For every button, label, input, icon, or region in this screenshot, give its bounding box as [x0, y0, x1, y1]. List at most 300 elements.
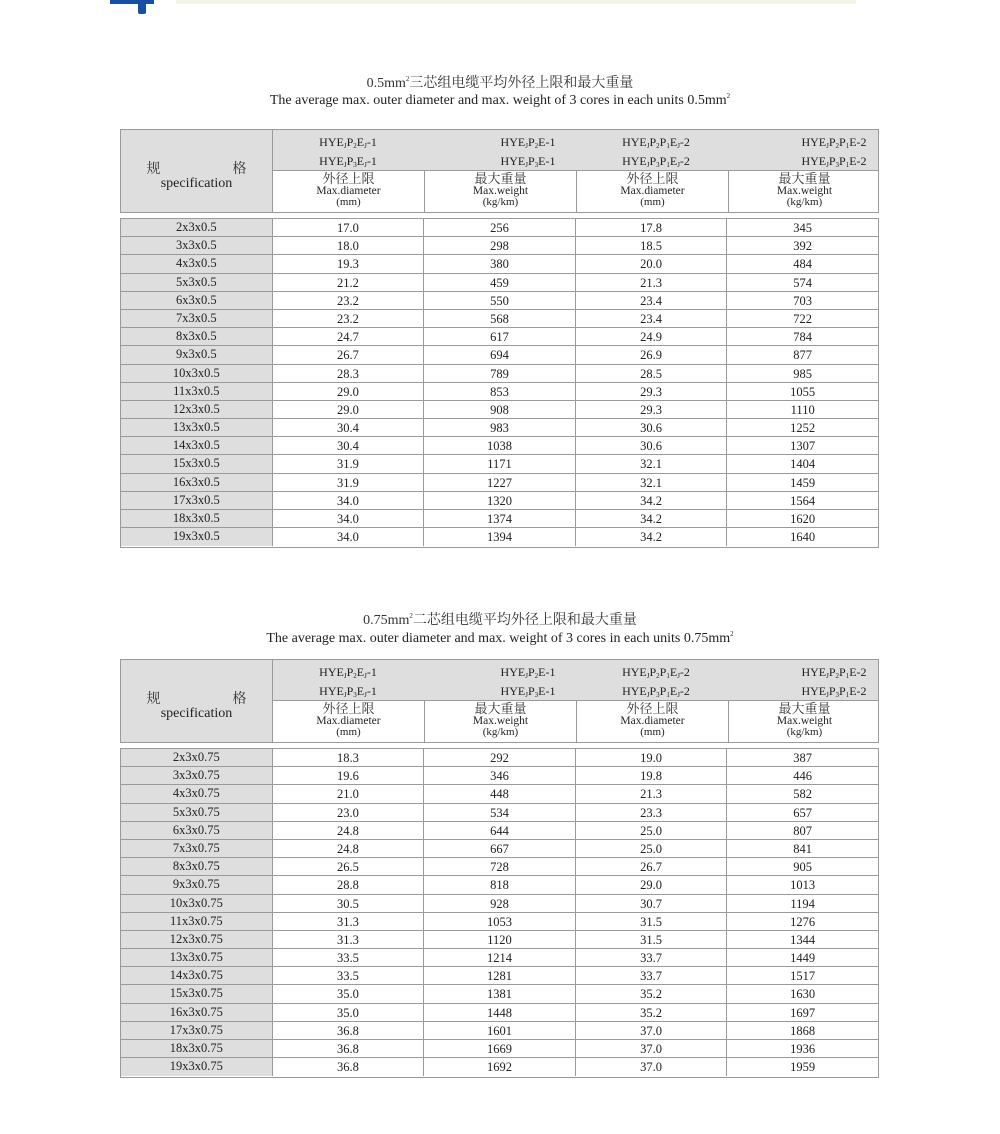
model-subscript: 1: [666, 672, 670, 680]
spec-cell: 17x3x0.5: [121, 492, 273, 509]
model-text: HYE: [622, 665, 647, 679]
value-cell: 983: [424, 419, 576, 436]
table-row: [121, 858, 878, 876]
value-cell: 21.3: [576, 785, 728, 802]
model-name-cell: [581, 665, 731, 703]
model-text: E: [669, 665, 678, 679]
table-row: [121, 401, 878, 419]
column-header: [273, 171, 425, 212]
model-text: P: [527, 684, 535, 698]
top-decorative-line: [176, 0, 856, 4]
table-header: [120, 129, 879, 213]
model-subscript: 2: [534, 142, 539, 150]
value-cell: 17.0: [273, 219, 425, 236]
value-cell: 31.3: [273, 913, 425, 930]
value-cell: 1936: [790, 1042, 816, 1056]
table-row: [121, 1040, 878, 1058]
value-cell: 392: [793, 239, 813, 254]
model-text: P: [839, 154, 846, 168]
table-row: [121, 949, 878, 967]
model-text: E-1: [538, 665, 556, 679]
spec-cell: 6x3x0.5: [121, 292, 273, 309]
column-header-unit: (kg/km): [482, 726, 519, 738]
model-text: P: [659, 684, 667, 698]
spec-header-cell: [121, 130, 273, 212]
model-subscript: J: [677, 142, 680, 150]
value-cell: 37.0: [576, 1022, 728, 1039]
model-line-1: [581, 135, 731, 154]
column-header-unit: (kg/km): [482, 196, 519, 208]
title-en-text: The average max. outer diameter and max. weight of 3 cores in each units 0.5mm: [269, 93, 727, 108]
value-cell: 28.5: [576, 365, 728, 382]
column-header: [729, 701, 880, 742]
table-row: [121, 1022, 878, 1040]
table-row: [121, 365, 878, 383]
model-text: -2: [679, 684, 690, 698]
model-text: -1: [366, 684, 377, 698]
table-body: [120, 218, 879, 548]
value-cell: 26.7: [576, 858, 728, 875]
value-cell: 21.0: [273, 785, 425, 802]
value-cell: 694: [424, 346, 576, 363]
table-row: [121, 749, 878, 767]
model-text: HYE: [801, 135, 827, 149]
value-cell: 1959: [790, 1060, 816, 1075]
value-cell: 657: [793, 805, 813, 820]
column-header-unit: (mm): [336, 196, 361, 208]
spec-cell: 9x3x0.75: [121, 876, 273, 893]
spec-cell: 4x3x0.5: [121, 255, 273, 272]
value-cell: 928: [424, 895, 576, 912]
value-cell: 33.7: [576, 967, 728, 984]
value-cell: 292: [424, 749, 576, 766]
table-title-cn: [120, 72, 880, 92]
model-subscript: J: [677, 161, 680, 169]
model-text: P: [346, 665, 354, 679]
spec-cell: 9x3x0.5: [121, 346, 273, 363]
value-cell: 1038: [424, 437, 576, 454]
value-cell: 1214: [424, 949, 576, 966]
model-text: HYE: [801, 665, 827, 679]
table-row: [121, 383, 878, 401]
value-cell: 19.0: [576, 749, 728, 766]
model-subscript: J: [343, 142, 347, 150]
value-cell: 387: [793, 751, 813, 765]
spec-cell: 15x3x0.5: [121, 455, 273, 472]
model-text: -2: [679, 665, 690, 679]
table-title-en: [120, 630, 880, 647]
superscript: 2: [730, 630, 734, 638]
model-text: P: [649, 154, 657, 168]
table-row: [121, 292, 878, 310]
model-text: P: [828, 154, 836, 168]
model-subscript: J: [525, 691, 528, 699]
value-cell: 30.4: [273, 419, 425, 436]
value-cell: 1630: [790, 987, 816, 1002]
spec-cell: 2x3x0.5: [121, 219, 273, 236]
model-line-1: [759, 665, 909, 684]
table-row: [121, 455, 878, 473]
value-cell: 1276: [790, 914, 816, 929]
title-cn-size: 0.75mm: [363, 613, 410, 628]
value-cell: 1252: [790, 421, 816, 436]
value-cell: 1053: [424, 913, 576, 930]
spec-cell: 13x3x0.5: [121, 419, 273, 436]
spec-char-1: 规: [146, 692, 161, 707]
model-subscript: J: [646, 672, 650, 680]
superscript: 2: [409, 612, 413, 620]
column-header-en: Max.diameter: [620, 185, 685, 197]
column-header-cn: 最大重量: [474, 701, 527, 716]
value-cell: 1171: [424, 455, 576, 472]
value-cell: 23.0: [273, 804, 425, 821]
table-row: [121, 255, 878, 273]
model-subscript: 3: [353, 691, 357, 699]
model-text: P: [659, 665, 667, 679]
column-header-en: Max.weight: [776, 185, 833, 197]
table-row: [121, 804, 878, 822]
value-cell: 459: [424, 274, 576, 291]
value-cell: 703: [793, 293, 813, 308]
model-text: P: [839, 135, 846, 149]
value-cell: 30.5: [273, 895, 425, 912]
value-cell: 37.0: [576, 1040, 728, 1057]
table-row: [121, 1058, 878, 1076]
model-subscript: 1: [845, 691, 850, 699]
spec-cell: 19x3x0.75: [121, 1058, 273, 1076]
table-row: [121, 985, 878, 1003]
model-text: E-2: [849, 135, 867, 149]
value-cell: 1227: [424, 474, 576, 491]
value-cell: 1281: [424, 967, 576, 984]
model-subscript: 2: [835, 142, 840, 150]
model-header-row: [273, 130, 878, 171]
model-text: HYE: [319, 154, 344, 168]
model-text: P: [659, 154, 667, 168]
value-cell: 35.2: [576, 985, 728, 1002]
value-cell: 25.0: [576, 840, 728, 857]
model-text: E: [356, 665, 365, 679]
value-cell: 841: [793, 841, 813, 856]
value-cell: 31.5: [576, 931, 728, 948]
model-text: HYE: [801, 154, 827, 168]
value-cell: 1459: [790, 475, 816, 490]
spec-cell: 17x3x0.75: [121, 1022, 273, 1039]
value-cell: 28.8: [273, 876, 425, 893]
value-cell: 534: [424, 804, 576, 821]
model-text: -2: [679, 135, 690, 149]
model-text: E: [356, 135, 365, 149]
value-cell: 617: [424, 328, 576, 345]
spec-cell: 18x3x0.75: [121, 1040, 273, 1057]
value-cell: 1404: [790, 457, 816, 472]
logo-bar-vertical: [138, 0, 146, 14]
value-cell: 1307: [790, 439, 816, 454]
model-subscript: 2: [835, 672, 840, 680]
value-cell: 1320: [424, 492, 576, 509]
value-cell: 29.3: [576, 401, 728, 418]
logo-bar-horizontal: [110, 0, 154, 4]
table-row: [121, 967, 878, 985]
model-subscript: 2: [534, 672, 539, 680]
value-cell: 1692: [424, 1058, 576, 1076]
model-text: -1: [366, 135, 377, 149]
column-header: [577, 701, 729, 742]
column-header: [425, 171, 577, 212]
model-name-cell: [273, 665, 423, 703]
value-cell: 345: [793, 221, 813, 235]
spec-cell: 14x3x0.75: [121, 967, 273, 984]
table-body: [120, 748, 879, 1078]
value-cell: 31.5: [576, 913, 728, 930]
model-text: E-2: [849, 684, 867, 698]
spec-char-2: 格: [232, 162, 247, 177]
table-row: [121, 895, 878, 913]
spec-header-cell: [121, 660, 273, 742]
value-cell: 448: [424, 785, 576, 802]
model-subscript: J: [826, 142, 829, 150]
brand-logo-icon: [110, 0, 154, 14]
model-subscript: 2: [353, 142, 357, 150]
value-cell: 1120: [424, 931, 576, 948]
model-text: P: [346, 684, 354, 698]
value-cell: 1013: [790, 878, 816, 893]
column-header-cn: 外径上限: [626, 171, 679, 186]
value-cell: 818: [424, 876, 576, 893]
model-line-1: [273, 665, 423, 684]
column-header-cn: 外径上限: [626, 701, 679, 716]
table-row: [121, 931, 878, 949]
value-cell: 568: [424, 310, 576, 327]
model-subscript: J: [364, 691, 367, 699]
title-cn-text: 三芯组电缆平均外径上限和最大重量: [409, 76, 634, 91]
spec-char-1: 规: [146, 162, 161, 177]
column-header-en: Max.diameter: [620, 715, 685, 727]
table-row: [121, 1004, 878, 1022]
spec-cell: 12x3x0.75: [121, 931, 273, 948]
model-name-cell: [759, 135, 909, 173]
value-cell: 29.0: [273, 401, 425, 418]
spec-cell: 16x3x0.5: [121, 474, 273, 491]
value-cell: 21.3: [576, 274, 728, 291]
value-cell: 574: [793, 275, 813, 290]
value-cell: 35.0: [273, 985, 425, 1002]
value-cell: 722: [793, 311, 813, 326]
model-subscript: J: [525, 161, 528, 169]
spec-cell: 5x3x0.75: [121, 804, 273, 821]
column-header-cn: 最大重量: [778, 171, 831, 186]
value-cell: 25.0: [576, 822, 728, 839]
value-cell: 807: [793, 823, 813, 838]
table-row: [121, 913, 878, 931]
model-subscript: 1: [845, 672, 850, 680]
model-text: P: [649, 684, 657, 698]
column-header-en: Max.weight: [472, 715, 529, 727]
value-cell: 1448: [424, 1004, 576, 1021]
spec-char-2: 格: [232, 692, 247, 707]
value-cell: 34.0: [273, 528, 425, 546]
model-subscript: 2: [656, 142, 660, 150]
value-cell: 1669: [424, 1040, 576, 1057]
value-cell: 36.8: [273, 1058, 425, 1076]
table-row: [121, 767, 878, 785]
model-subscript: 1: [666, 161, 670, 169]
value-cell: 728: [424, 858, 576, 875]
value-cell: 644: [424, 822, 576, 839]
model-text: HYE: [500, 684, 526, 698]
value-cell: 33.5: [273, 967, 425, 984]
column-header: [273, 701, 425, 742]
model-subscript: J: [646, 691, 650, 699]
model-line-1: [581, 665, 731, 684]
model-text: E-1: [538, 154, 556, 168]
column-header-cn: 外径上限: [322, 171, 375, 186]
spec-cell: 14x3x0.5: [121, 437, 273, 454]
model-subscript: 3: [534, 161, 539, 169]
model-text: E-1: [538, 135, 556, 149]
model-text: E: [356, 154, 365, 168]
table-row: [121, 419, 878, 437]
value-cell: 32.1: [576, 474, 728, 491]
model-text: P: [527, 154, 535, 168]
value-cell: 853: [424, 383, 576, 400]
model-subscript: 3: [835, 161, 840, 169]
value-cell: 29.0: [273, 383, 425, 400]
model-line-1: [273, 135, 423, 154]
model-text: P: [828, 665, 836, 679]
value-cell: 908: [424, 401, 576, 418]
value-cell: 30.4: [273, 437, 425, 454]
spec-cell: 4x3x0.75: [121, 785, 273, 802]
model-subscript: 2: [353, 672, 357, 680]
column-header-unit: (kg/km): [786, 726, 823, 738]
column-header: [425, 701, 577, 742]
spec-cell: 8x3x0.75: [121, 858, 273, 875]
unit-header-row: [273, 171, 878, 212]
spec-cell: 6x3x0.75: [121, 822, 273, 839]
model-subscript: J: [343, 691, 347, 699]
model-subscript: J: [826, 691, 829, 699]
model-subscript: 3: [656, 691, 660, 699]
value-cell: 20.0: [576, 255, 728, 272]
value-cell: 446: [793, 769, 813, 784]
model-subscript: 2: [656, 672, 660, 680]
spec-cell: 10x3x0.5: [121, 365, 273, 382]
value-cell: 582: [793, 787, 813, 802]
table-row: [121, 528, 878, 546]
spec-cell: 13x3x0.75: [121, 949, 273, 966]
value-cell: 298: [424, 237, 576, 254]
column-header-en: Max.diameter: [316, 715, 381, 727]
value-cell: 1640: [790, 530, 816, 545]
value-cell: 23.2: [273, 310, 425, 327]
value-cell: 346: [424, 767, 576, 784]
spec-cell: 3x3x0.5: [121, 237, 273, 254]
model-text: E: [669, 154, 678, 168]
model-subscript: J: [364, 142, 367, 150]
table-row: [121, 492, 878, 510]
table-row: [121, 474, 878, 492]
spec-cell: 3x3x0.75: [121, 767, 273, 784]
model-subscript: J: [826, 672, 829, 680]
table-row: [121, 310, 878, 328]
value-cell: 35.0: [273, 1004, 425, 1021]
value-cell: 34.0: [273, 510, 425, 527]
value-cell: 26.7: [273, 346, 425, 363]
column-header: [729, 171, 880, 212]
value-cell: 29.3: [576, 383, 728, 400]
column-header-en: Max.weight: [472, 185, 529, 197]
value-cell: 34.2: [576, 528, 728, 546]
column-header-cn: 最大重量: [778, 701, 831, 716]
model-subscript: 1: [666, 142, 670, 150]
spec-cell: 15x3x0.75: [121, 985, 273, 1002]
value-cell: 24.8: [273, 840, 425, 857]
value-cell: 877: [793, 348, 813, 363]
value-cell: 23.4: [576, 310, 728, 327]
model-line-1: [759, 135, 909, 154]
model-text: HYE: [622, 154, 647, 168]
value-cell: 1110: [790, 402, 815, 417]
value-cell: 35.2: [576, 1004, 728, 1021]
model-name-cell: [273, 135, 423, 173]
model-subscript: J: [646, 142, 650, 150]
model-text: E: [669, 135, 678, 149]
model-text: HYE: [319, 665, 344, 679]
value-cell: 1344: [790, 932, 816, 947]
value-cell: 1381: [424, 985, 576, 1002]
value-cell: 1620: [790, 512, 816, 526]
column-header-cn: 外径上限: [322, 701, 375, 716]
table-row: [121, 274, 878, 292]
model-subscript: J: [364, 161, 367, 169]
spec-cell: 7x3x0.75: [121, 840, 273, 857]
value-cell: 17.8: [576, 219, 728, 236]
model-subscript: 3: [656, 161, 660, 169]
unit-header-row: [273, 701, 878, 742]
table-row: [121, 822, 878, 840]
model-text: E-1: [538, 684, 556, 698]
value-cell: 23.2: [273, 292, 425, 309]
model-text: P: [839, 684, 846, 698]
value-cell: 784: [793, 330, 813, 345]
table-row: [121, 346, 878, 364]
spec-cell: 11x3x0.75: [121, 913, 273, 930]
table-row: [121, 510, 878, 528]
table-title-cn: [120, 609, 880, 629]
column-header-unit: (mm): [336, 726, 361, 738]
superscript: 2: [405, 75, 410, 83]
spec-cell: 18x3x0.5: [121, 510, 273, 527]
model-text: E-2: [849, 154, 867, 168]
model-text: E: [669, 684, 678, 698]
value-cell: 30.6: [576, 419, 728, 436]
model-text: P: [346, 135, 354, 149]
model-subscript: J: [343, 672, 347, 680]
value-cell: 1394: [424, 528, 576, 546]
model-text: P: [527, 135, 535, 149]
model-text: P: [649, 135, 657, 149]
value-cell: 30.7: [576, 895, 728, 912]
spec-cell: 19x3x0.5: [121, 528, 273, 546]
table-row: [121, 876, 878, 894]
superscript: 2: [726, 92, 731, 100]
spec-label-en: specification: [160, 176, 233, 191]
value-cell: 24.8: [273, 822, 425, 839]
column-header-en: Max.weight: [776, 715, 833, 727]
model-subscript: J: [677, 691, 680, 699]
value-cell: 550: [424, 292, 576, 309]
